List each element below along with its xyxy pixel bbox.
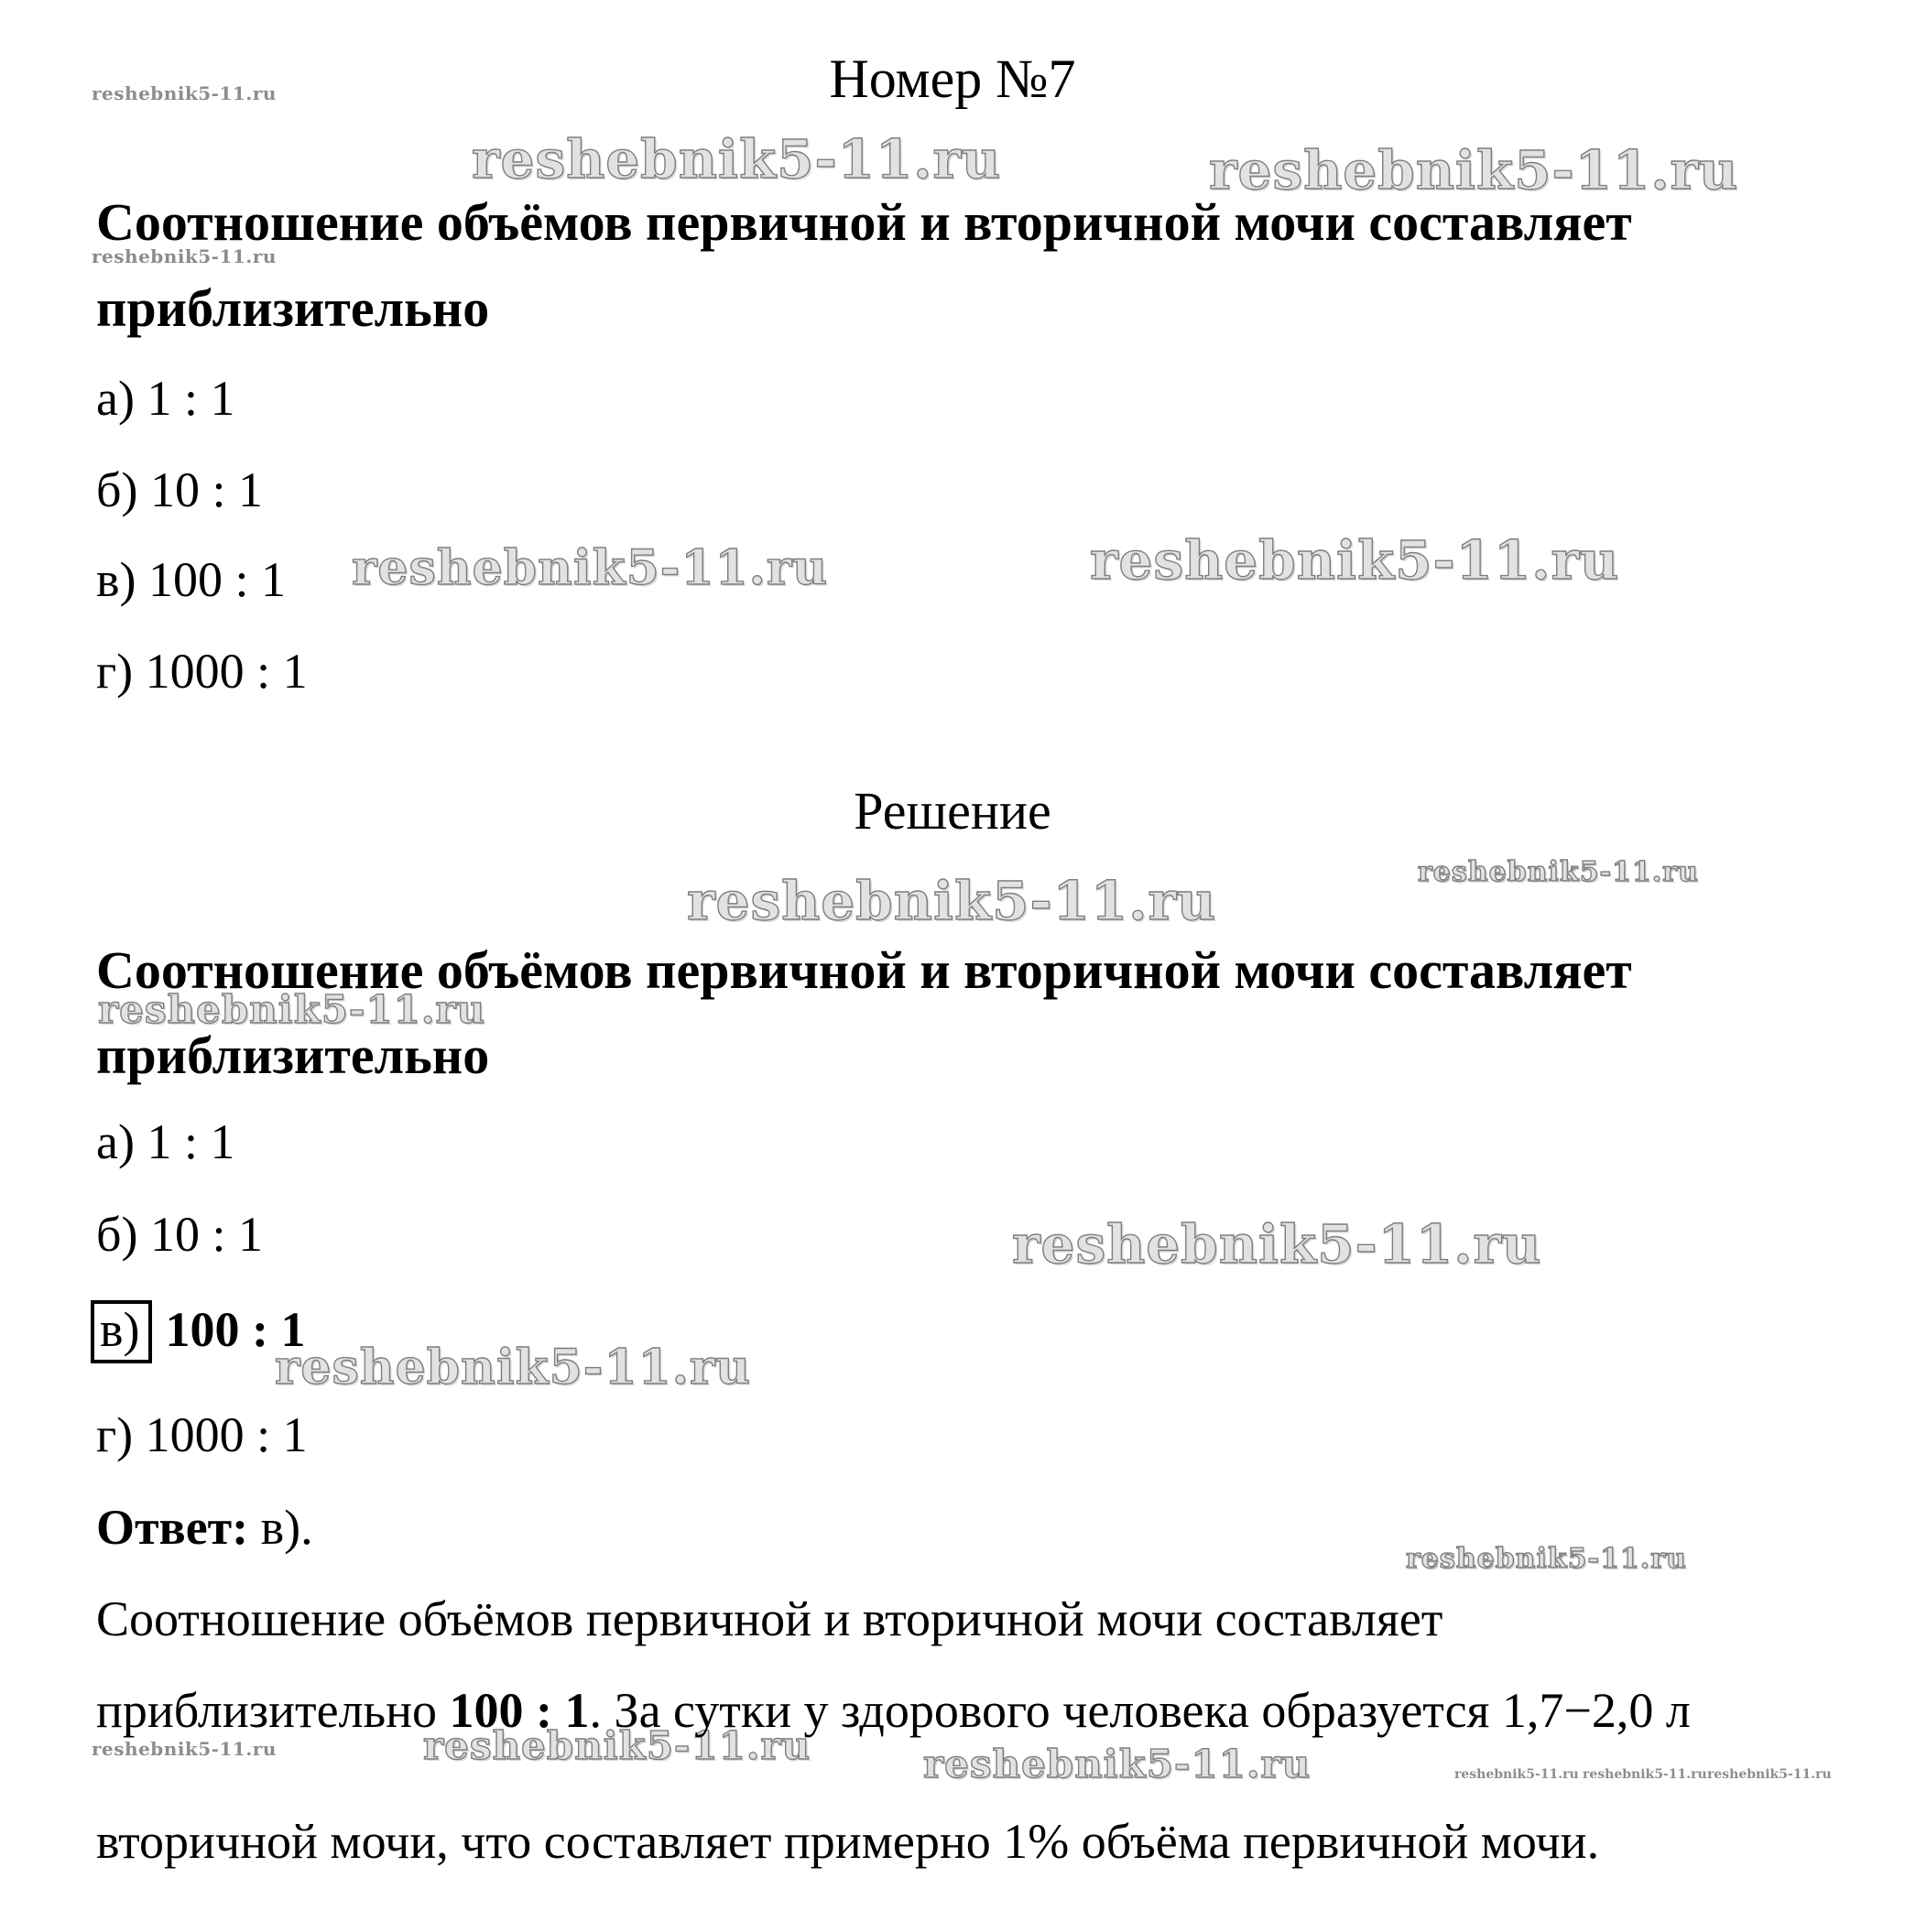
question-statement-line2: приблизительно xyxy=(96,278,490,338)
watermark: reshebnik5-11.ru xyxy=(1209,139,1739,201)
solution-option-g: г) 1000 : 1 xyxy=(96,1407,308,1462)
correct-option-value: 100 : 1 xyxy=(165,1302,306,1357)
solution-statement-line1: Соотношение объёмов первичной и вторичной мочи составляет xyxy=(96,940,1632,1000)
question-option-g: г) 1000 : 1 xyxy=(96,644,308,699)
solution-option-b: б) 10 : 1 xyxy=(96,1207,263,1262)
watermark: reshebnik5-11.ru xyxy=(1454,1767,1579,1782)
watermark: reshebnik5-11.ru xyxy=(1583,1767,1707,1782)
explanation-line2 xyxy=(96,1682,1691,1739)
watermark: reshebnik5-11.ru xyxy=(98,987,486,1032)
explanation-line1: Соотношение объёмов первичной и вторичной мочи составляет xyxy=(96,1591,1443,1646)
explanation-line3: вторичной мочи, что составляет примерно 1% объёма первичной мочи. xyxy=(96,1814,1600,1869)
watermark: reshebnik5-11.ru xyxy=(1012,1213,1542,1275)
correct-option-box: в) xyxy=(91,1300,152,1363)
watermark: reshebnik5-11.ru xyxy=(687,870,1217,932)
explanation-line2-bold: 100 : 1 xyxy=(449,1683,590,1738)
question-statement-line1: Соотношение объёмов первичной и вторичной мочи составляет xyxy=(96,192,1632,252)
explanation-line2-suffix: . За сутки у здорового человека образуется 1,7−2,0 л xyxy=(589,1683,1691,1738)
watermark: reshebnik5-11.ru xyxy=(275,1340,752,1395)
watermark: reshebnik5-11.ru xyxy=(1090,529,1620,592)
question-option-a: а) 1 : 1 xyxy=(96,371,235,426)
page-title: Номер №7 xyxy=(829,49,1076,109)
watermark: reshebnik5-11.ru xyxy=(92,82,277,104)
watermark: reshebnik5-11.ru xyxy=(923,1742,1312,1786)
solution-correct-option xyxy=(96,1300,305,1363)
solution-heading: Решение xyxy=(854,781,1051,841)
question-option-v: в) 100 : 1 xyxy=(96,552,286,607)
solution-statement-line2: приблизительно xyxy=(96,1026,490,1085)
watermark: reshebnik5-11.ru xyxy=(92,245,277,267)
answer-line xyxy=(96,1499,313,1556)
answer-label: Ответ: xyxy=(96,1500,249,1555)
solution-option-a: а) 1 : 1 xyxy=(96,1114,235,1169)
explanation-line2-prefix: приблизительно xyxy=(96,1683,450,1738)
watermark: reshebnik5-11.ru xyxy=(352,540,829,596)
answer-value: в). xyxy=(260,1500,313,1555)
watermark: reshebnik5-11.ru xyxy=(472,128,1002,190)
watermark: reshebnik5-11.ru xyxy=(1707,1767,1832,1782)
watermark: reshebnik5-11.ru xyxy=(1418,856,1699,888)
watermark: reshebnik5-11.ru xyxy=(423,1723,811,1768)
watermark: reshebnik5-11.ru xyxy=(92,1738,277,1760)
question-option-b: б) 10 : 1 xyxy=(96,462,263,517)
watermark: reshebnik5-11.ru xyxy=(1406,1543,1687,1575)
